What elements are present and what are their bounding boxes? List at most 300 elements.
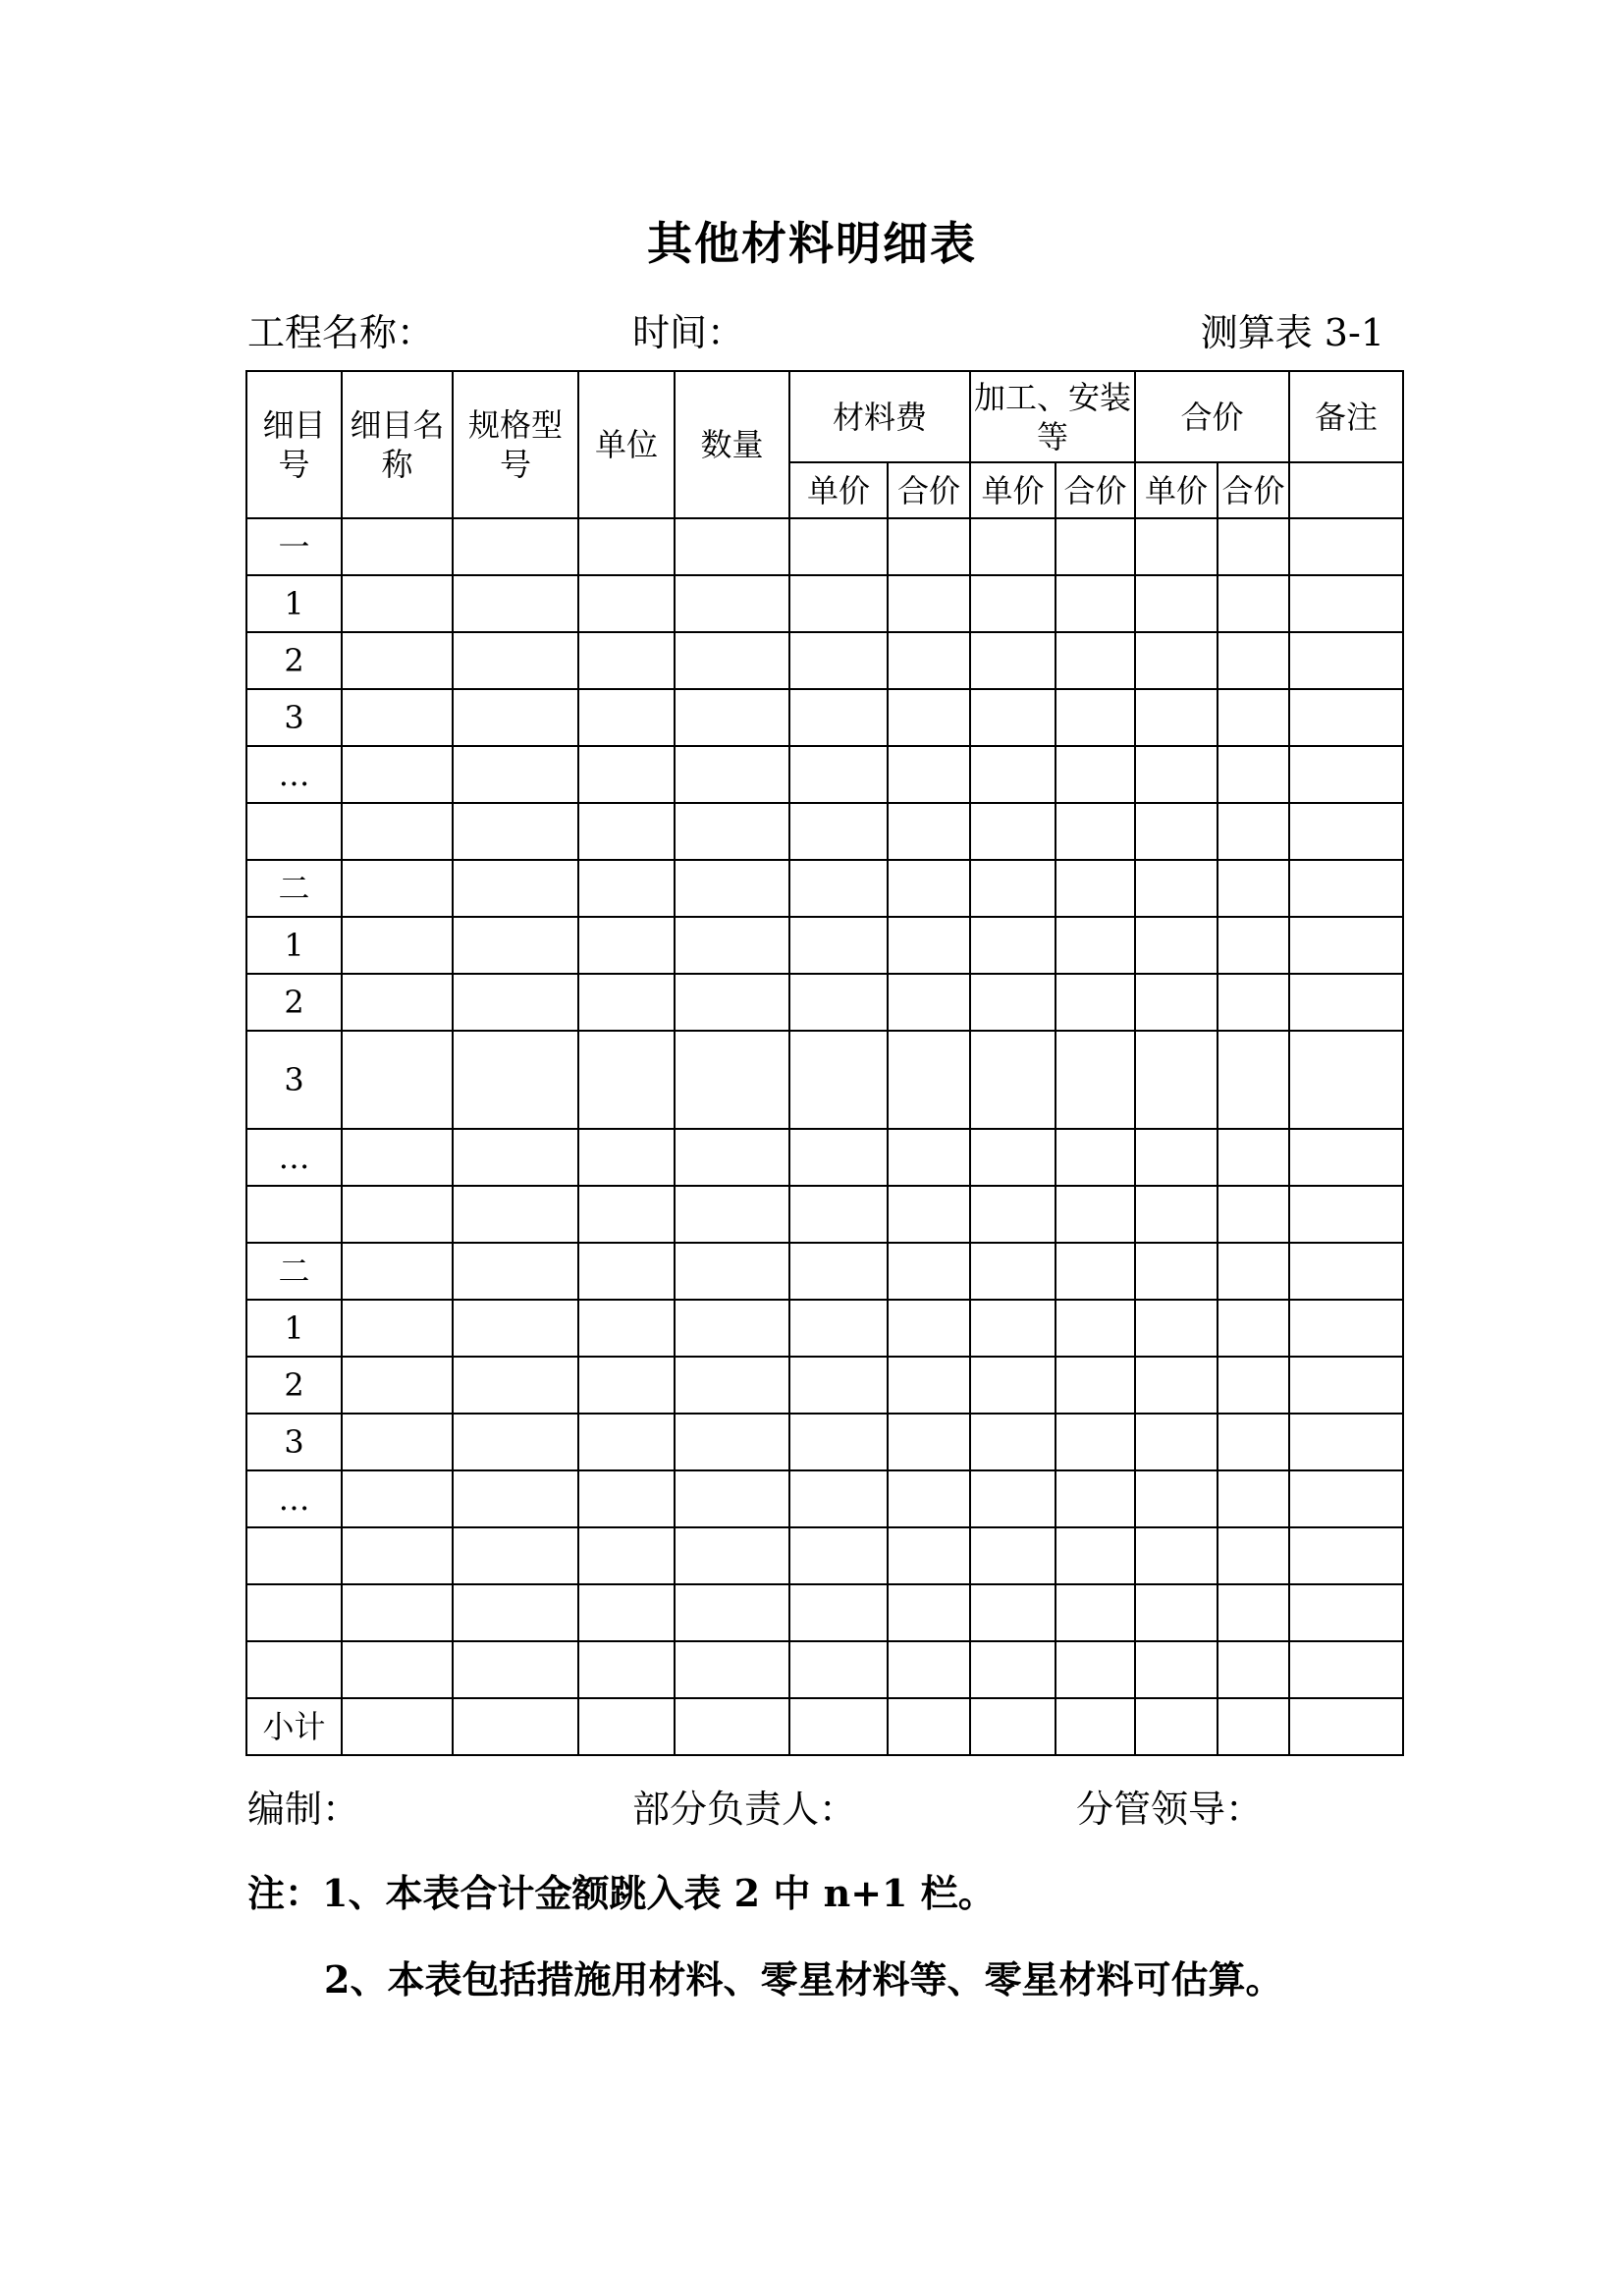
project-name-label: 工程名称：: [247, 311, 435, 354]
table-cell: [1289, 1243, 1403, 1300]
table-cell: [578, 917, 675, 974]
table-cell: [1289, 974, 1403, 1031]
table-cell: [453, 1470, 578, 1527]
table-row: [246, 1414, 1403, 1470]
row-item-no: [246, 1584, 342, 1641]
table-cell: [1289, 746, 1403, 803]
table-row: [246, 974, 1403, 1031]
compiler-label: 编制：: [247, 1788, 360, 1831]
table-cell: [578, 974, 675, 1031]
col-header-qty: 数量: [675, 371, 789, 518]
table-cell: [675, 1527, 789, 1584]
table-cell: [342, 746, 453, 803]
table-cell: [453, 1243, 578, 1300]
table-cell: [970, 1186, 1056, 1243]
table-cell: [789, 1129, 888, 1186]
table-cell: [1218, 1031, 1289, 1129]
table-cell: [453, 518, 578, 575]
table-cell: [789, 1641, 888, 1698]
table-cell: [453, 1186, 578, 1243]
table-cell: [970, 1300, 1056, 1357]
table-cell: [1289, 860, 1403, 917]
row-item-no: 1: [246, 917, 342, 974]
subheader-unit-price: 单价: [970, 462, 1056, 518]
table-cell: [578, 1031, 675, 1129]
row-item-no: [246, 1641, 342, 1698]
table-cell: [1056, 860, 1135, 917]
table-cell: [578, 518, 675, 575]
table-cell: [675, 1414, 789, 1470]
table-cell: [342, 1243, 453, 1300]
table-cell: [453, 1357, 578, 1414]
subheader-sum-price: 合价: [1056, 462, 1135, 518]
table-cell: [1289, 1641, 1403, 1698]
table-cell: [789, 518, 888, 575]
table-cell: [453, 632, 578, 689]
table-cell: [888, 1031, 970, 1129]
table-cell: [1218, 575, 1289, 632]
table-cell: [578, 746, 675, 803]
row-item-no: [246, 1186, 342, 1243]
table-cell: [1135, 1031, 1218, 1129]
table-cell: [1056, 575, 1135, 632]
table-row: [246, 1584, 1403, 1641]
table-cell: [888, 1641, 970, 1698]
table-cell: [453, 1414, 578, 1470]
table-cell: [1218, 1584, 1289, 1641]
row-item-no: 1: [246, 575, 342, 632]
table-cell: [888, 1357, 970, 1414]
col-header-total: 合价: [1135, 371, 1289, 462]
table-cell: [1056, 917, 1135, 974]
table-cell: [970, 746, 1056, 803]
col-header-unit: 单位: [578, 371, 675, 518]
row-item-no: 2: [246, 974, 342, 1031]
table-cell: [1135, 1414, 1218, 1470]
table-cell: [789, 1698, 888, 1755]
table-cell: [1135, 1641, 1218, 1698]
table-cell: [1056, 1031, 1135, 1129]
table-cell: [1218, 860, 1289, 917]
table-cell: [1135, 974, 1218, 1031]
table-cell: [342, 803, 453, 860]
table-cell: [1218, 917, 1289, 974]
table-cell: [675, 1698, 789, 1755]
table-cell: [888, 518, 970, 575]
table-cell: [675, 1584, 789, 1641]
table-cell: [342, 917, 453, 974]
table-cell: [789, 1357, 888, 1414]
table-cell: [1289, 575, 1403, 632]
table-cell: [578, 575, 675, 632]
table-cell: [1289, 1186, 1403, 1243]
table-cell: [342, 860, 453, 917]
table-cell: [1056, 518, 1135, 575]
table-cell: [342, 632, 453, 689]
table-cell: [888, 575, 970, 632]
table-cell: [1218, 1698, 1289, 1755]
leader-label: 分管领导：: [1076, 1788, 1264, 1831]
materials-table: [245, 370, 1404, 1756]
table-cell: [1135, 1470, 1218, 1527]
page-title: 其他材料明细表: [647, 217, 977, 270]
table-cell: [453, 1300, 578, 1357]
table-cell: [578, 1243, 675, 1300]
table-cell: [1218, 1470, 1289, 1527]
table-cell: [342, 518, 453, 575]
table-cell: [1289, 1698, 1403, 1755]
table-cell: [1218, 1527, 1289, 1584]
table-cell: [1135, 860, 1218, 917]
table-row: [246, 518, 1403, 575]
table-cell: [1289, 1527, 1403, 1584]
table-row: [246, 1641, 1403, 1698]
table-cell: [970, 1584, 1056, 1641]
table-cell: [789, 1243, 888, 1300]
col-header-remark: 备注: [1289, 371, 1403, 462]
table-cell: [342, 974, 453, 1031]
table-row: [246, 1357, 1403, 1414]
row-item-no: [246, 1527, 342, 1584]
table-row: [246, 575, 1403, 632]
table-cell: [1135, 1357, 1218, 1414]
table-row: [246, 803, 1403, 860]
table-cell: [888, 746, 970, 803]
table-cell: [789, 632, 888, 689]
table-cell: [453, 974, 578, 1031]
table-cell: [1218, 1357, 1289, 1414]
table-cell: [970, 1243, 1056, 1300]
table-cell: [675, 1186, 789, 1243]
table-cell: [453, 575, 578, 632]
table-cell: [578, 1527, 675, 1584]
table-cell: [888, 1527, 970, 1584]
table-cell: [970, 1357, 1056, 1414]
table-cell: [1135, 1243, 1218, 1300]
table-cell: [970, 860, 1056, 917]
table-cell: [675, 518, 789, 575]
table-cell: [888, 689, 970, 746]
table-row: [246, 632, 1403, 689]
table-cell: [1218, 632, 1289, 689]
row-item-no: 二: [246, 1243, 342, 1300]
table-cell: [789, 1186, 888, 1243]
row-item-no: 一: [246, 518, 342, 575]
table-cell: [1135, 1527, 1218, 1584]
table-cell: [453, 1641, 578, 1698]
table-cell: [1289, 1414, 1403, 1470]
table-cell: [1056, 1527, 1135, 1584]
table-row: [246, 1243, 1403, 1300]
table-cell: [1289, 1357, 1403, 1414]
table-cell: [1218, 803, 1289, 860]
col-header-spec: 规格型号: [453, 371, 578, 518]
table-cell: [453, 1129, 578, 1186]
table-cell: [1289, 1031, 1403, 1129]
table-cell: [578, 803, 675, 860]
table-cell: [789, 575, 888, 632]
table-cell: [1056, 1641, 1135, 1698]
table-cell: [675, 1129, 789, 1186]
table-cell: [789, 1584, 888, 1641]
table-cell: [1135, 1186, 1218, 1243]
table-cell: [675, 860, 789, 917]
table-cell: [342, 1031, 453, 1129]
table-cell: [888, 803, 970, 860]
table-cell: [342, 1300, 453, 1357]
time-label: 时间：: [632, 311, 745, 354]
table-cell: [675, 803, 789, 860]
table-cell: [1289, 632, 1403, 689]
row-item-no: 2: [246, 1357, 342, 1414]
table-cell: [1135, 575, 1218, 632]
table-cell: [1135, 632, 1218, 689]
table-cell: [1218, 1243, 1289, 1300]
table-cell: [675, 1641, 789, 1698]
table-cell: [1135, 1698, 1218, 1755]
table-cell: [1218, 518, 1289, 575]
table-cell: [1218, 1186, 1289, 1243]
form-number-label: 测算表 3-1: [1200, 311, 1384, 354]
table-cell: [888, 1414, 970, 1470]
table-cell: [1289, 803, 1403, 860]
table-cell: [342, 1357, 453, 1414]
table-cell: [453, 860, 578, 917]
table-cell: [888, 1584, 970, 1641]
table-cell: [578, 1641, 675, 1698]
row-item-no: 1: [246, 1300, 342, 1357]
table-cell: [578, 1300, 675, 1357]
table-cell: [578, 1414, 675, 1470]
note-line-1: 注：1、本表合计金额跳入表 2 中 n+1 栏。: [247, 1871, 996, 1915]
table-cell: [789, 1527, 888, 1584]
table-row: [246, 1129, 1403, 1186]
table-row: [246, 917, 1403, 974]
table-row: [246, 1470, 1403, 1527]
table-cell: [970, 1470, 1056, 1527]
table-cell: [1135, 1584, 1218, 1641]
table-cell: [453, 803, 578, 860]
table-cell: [578, 1698, 675, 1755]
table-cell: [888, 860, 970, 917]
table-cell: [1056, 746, 1135, 803]
table-cell: [970, 1698, 1056, 1755]
row-item-no: 3: [246, 1031, 342, 1129]
table-row: [246, 1300, 1403, 1357]
table-cell: [1135, 1129, 1218, 1186]
table-cell: [453, 1031, 578, 1129]
table-cell: [970, 1527, 1056, 1584]
table-cell: [342, 1414, 453, 1470]
table-cell: [453, 1527, 578, 1584]
table-cell: [789, 746, 888, 803]
table-cell: [1135, 917, 1218, 974]
row-item-no: 2: [246, 632, 342, 689]
table-cell: [789, 917, 888, 974]
table-row: [246, 1186, 1403, 1243]
table-cell: [789, 860, 888, 917]
table-cell: [970, 632, 1056, 689]
table-cell: [1289, 1300, 1403, 1357]
table-cell: [1056, 974, 1135, 1031]
table-cell: [1289, 1470, 1403, 1527]
table-cell: [888, 1300, 970, 1357]
table-cell: [453, 917, 578, 974]
table-cell: [970, 575, 1056, 632]
table-cell: [1218, 689, 1289, 746]
table-cell: [675, 1300, 789, 1357]
table-cell: [1056, 1186, 1135, 1243]
table-cell: [675, 917, 789, 974]
row-item-no: 二: [246, 860, 342, 917]
table-cell: [342, 1698, 453, 1755]
table-cell: [675, 575, 789, 632]
table-cell: [675, 1243, 789, 1300]
table-cell: [1056, 1300, 1135, 1357]
table-cell: [342, 1186, 453, 1243]
table-cell: [578, 1584, 675, 1641]
subheader-unit-price: 单价: [1135, 462, 1218, 518]
table-cell: [1056, 1243, 1135, 1300]
table-row: [246, 860, 1403, 917]
table-cell: [1135, 689, 1218, 746]
table-cell: [789, 1414, 888, 1470]
table-cell: [342, 689, 453, 746]
table-cell: [1135, 518, 1218, 575]
table-cell: [1135, 1300, 1218, 1357]
table-cell: [342, 1527, 453, 1584]
table-cell: [970, 1414, 1056, 1470]
table-cell: [970, 1641, 1056, 1698]
table-cell: [1135, 746, 1218, 803]
table-cell: [342, 1129, 453, 1186]
table-row: [246, 1527, 1403, 1584]
table-cell: [888, 1186, 970, 1243]
table-cell: [1218, 1414, 1289, 1470]
table-cell: [675, 689, 789, 746]
table-cell: [578, 689, 675, 746]
table-cell: [970, 1031, 1056, 1129]
table-cell: [578, 1129, 675, 1186]
row-item-no: 3: [246, 1414, 342, 1470]
table-cell: [578, 632, 675, 689]
table-cell: [970, 518, 1056, 575]
table-cell: [453, 746, 578, 803]
table-cell: [675, 1470, 789, 1527]
table-cell: [1289, 1129, 1403, 1186]
table-cell: [888, 1698, 970, 1755]
table-cell: [1218, 1129, 1289, 1186]
subheader-unit-price: 单价: [789, 462, 888, 518]
table-cell: [888, 632, 970, 689]
table-cell: [888, 974, 970, 1031]
dept-head-label: 部分负责人：: [632, 1788, 857, 1831]
subheader-remark-empty: [1289, 462, 1403, 518]
table-cell: [453, 1698, 578, 1755]
row-item-no: …: [246, 1129, 342, 1186]
header-row-1: [246, 371, 1403, 462]
table-cell: [1289, 689, 1403, 746]
col-header-item-no: 细目号: [246, 371, 342, 518]
table-cell: [1289, 1584, 1403, 1641]
table-cell: [970, 974, 1056, 1031]
subheader-sum-price: 合价: [888, 462, 970, 518]
table-cell: [970, 803, 1056, 860]
table-cell: [453, 1584, 578, 1641]
note-line-2: 2、本表包括措施用材料、零星材料等、零星材料可估算。: [324, 1957, 1283, 2002]
table-cell: [1056, 689, 1135, 746]
table-cell: [1056, 632, 1135, 689]
table-cell: [675, 1031, 789, 1129]
table-cell: [1056, 1357, 1135, 1414]
table-cell: [789, 803, 888, 860]
table-cell: [789, 974, 888, 1031]
table-cell: [342, 1584, 453, 1641]
table-cell: [1056, 1414, 1135, 1470]
table-cell: [453, 689, 578, 746]
table-row: [246, 1698, 1403, 1755]
row-item-no: …: [246, 746, 342, 803]
table-cell: [970, 1129, 1056, 1186]
table-cell: [342, 1470, 453, 1527]
table-cell: [970, 689, 1056, 746]
table-cell: [675, 1357, 789, 1414]
table-cell: [1218, 1641, 1289, 1698]
table-cell: [789, 1470, 888, 1527]
table-cell: [1056, 1129, 1135, 1186]
col-header-item-name: 细目名称: [342, 371, 453, 518]
table-cell: [578, 1186, 675, 1243]
table-cell: [578, 1470, 675, 1527]
table-row: [246, 746, 1403, 803]
table-cell: [675, 632, 789, 689]
table-cell: [1289, 518, 1403, 575]
row-item-no: 3: [246, 689, 342, 746]
table-cell: [888, 1129, 970, 1186]
table-cell: [888, 917, 970, 974]
table-cell: [1056, 1698, 1135, 1755]
table-cell: [888, 1470, 970, 1527]
table-cell: [970, 917, 1056, 974]
row-item-no: …: [246, 1470, 342, 1527]
table-cell: [342, 575, 453, 632]
table-cell: [1056, 803, 1135, 860]
table-cell: [1218, 974, 1289, 1031]
table-cell: [789, 1031, 888, 1129]
table-cell: [675, 746, 789, 803]
table-cell: [342, 1641, 453, 1698]
col-header-material-fee: 材料费: [789, 371, 970, 462]
table-cell: [578, 1357, 675, 1414]
table-cell: [789, 1300, 888, 1357]
table-cell: [789, 689, 888, 746]
subheader-sum-price: 合价: [1218, 462, 1289, 518]
row-item-no: [246, 803, 342, 860]
table-cell: [1218, 1300, 1289, 1357]
table-row: [246, 1031, 1403, 1129]
row-item-no: 小计: [246, 1698, 342, 1755]
table-cell: [1135, 803, 1218, 860]
table-cell: [1056, 1584, 1135, 1641]
table-cell: [1056, 1470, 1135, 1527]
col-header-processing: 加工、安装等: [970, 371, 1135, 462]
table-cell: [578, 860, 675, 917]
table-cell: [675, 974, 789, 1031]
table-row: [246, 689, 1403, 746]
table-cell: [1218, 746, 1289, 803]
table-cell: [888, 1243, 970, 1300]
table-cell: [1289, 917, 1403, 974]
